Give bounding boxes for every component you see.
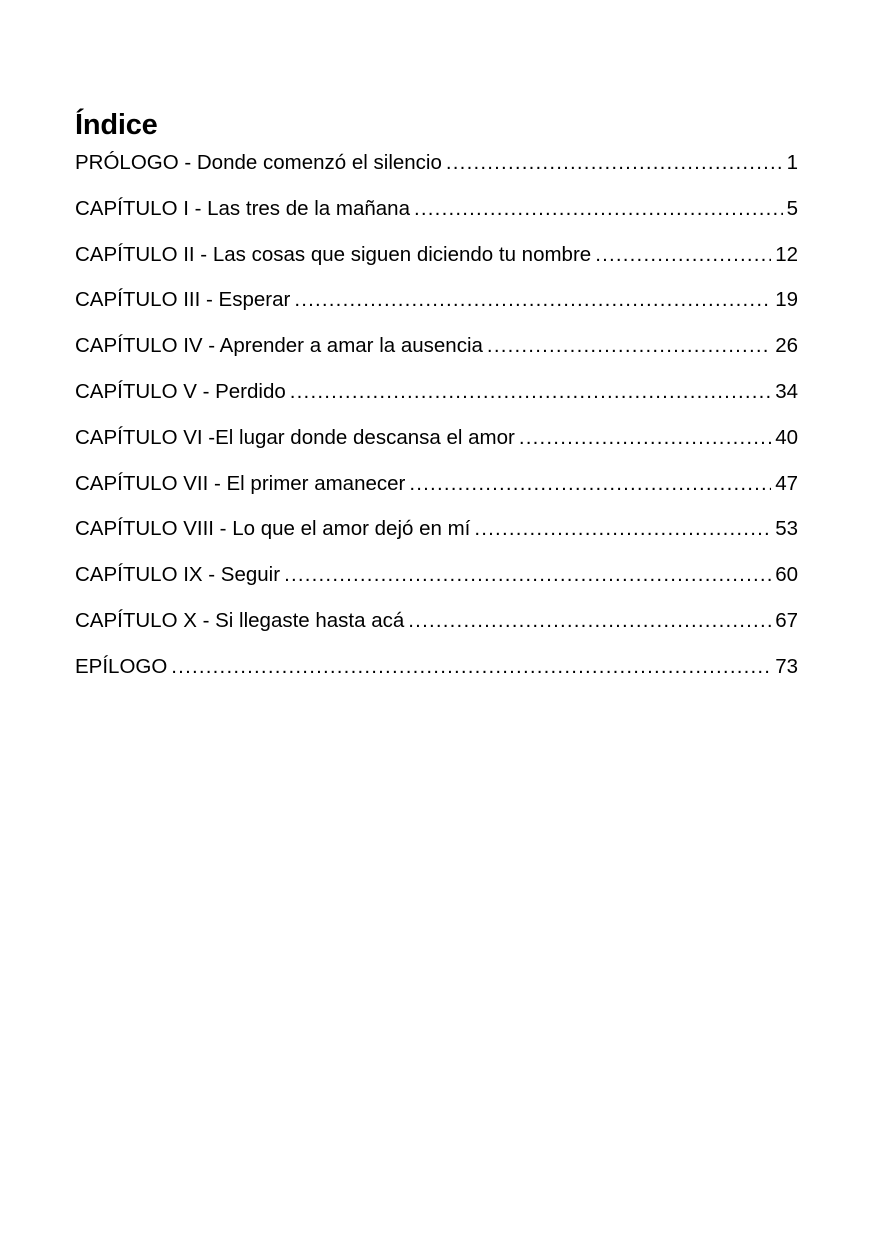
toc-entry-page: 73 [775, 654, 798, 678]
toc-entry-chapter-9 [75, 557, 798, 603]
toc-entry-title: CAPÍTULO VIII - Lo que el amor dejó en mí [75, 517, 471, 541]
toc-entry-page: 67 [775, 608, 798, 632]
toc-entry-chapter-2 [75, 237, 798, 283]
dot-leader [284, 557, 771, 593]
toc-entry-title: CAPÍTULO IV - Aprender a amar la ausencia [75, 334, 483, 358]
toc-list [75, 145, 798, 695]
dot-leader [595, 237, 771, 273]
toc-entry-page: 5 [786, 196, 798, 220]
toc-entry-title: CAPÍTULO II - Las cosas que siguen diciendo tu nombre [75, 242, 592, 266]
toc-heading: Índice [75, 109, 158, 141]
toc-entry-epilogue [75, 649, 798, 695]
toc-entry-page: 26 [775, 334, 798, 358]
toc-entry-page: 47 [775, 471, 798, 495]
toc-entry-title: PRÓLOGO - Donde comenzó el silencio [75, 151, 442, 174]
toc-entry-title: CAPÍTULO IX - Seguir [75, 563, 281, 587]
toc-entry-chapter-6 [75, 420, 798, 466]
toc-entry-chapter-4 [75, 328, 798, 374]
toc-entry-chapter-7 [75, 466, 798, 512]
toc-entry-title: CAPÍTULO III - Esperar [75, 288, 291, 312]
toc-entry-chapter-5 [75, 374, 798, 420]
toc-entry-chapter-10 [75, 603, 798, 649]
dot-leader [294, 282, 771, 318]
dot-leader [171, 649, 771, 685]
toc-entry-title: CAPÍTULO VI -El lugar donde descansa el amor [75, 425, 515, 449]
dot-leader [409, 466, 771, 502]
dot-leader [414, 191, 783, 227]
toc-entry-title: CAPÍTULO V - Perdido [75, 379, 286, 403]
toc-entry-page: 53 [775, 517, 798, 541]
toc-entry-page: 1 [786, 151, 798, 174]
toc-entry-title: EPÍLOGO [75, 654, 168, 678]
toc-entry-page: 12 [775, 242, 798, 266]
toc-entry-prologue [75, 145, 798, 191]
dot-leader [519, 420, 771, 456]
dot-leader [290, 374, 771, 410]
toc-entry-page: 60 [775, 563, 798, 587]
dot-leader [408, 603, 771, 639]
toc-entry-chapter-8 [75, 511, 798, 557]
toc-entry-title: CAPÍTULO VII - El primer amanecer [75, 471, 406, 495]
table-of-contents [75, 105, 798, 695]
toc-entry-page: 34 [775, 379, 798, 403]
toc-entry-page: 40 [775, 425, 798, 449]
dot-leader [487, 328, 771, 364]
toc-entry-chapter-1 [75, 191, 798, 237]
dot-leader [474, 511, 771, 547]
toc-entry-chapter-3 [75, 282, 798, 328]
toc-entry-title: CAPÍTULO I - Las tres de la mañana [75, 196, 410, 220]
toc-entry-title: CAPÍTULO X - Si llegaste hasta acá [75, 608, 405, 632]
toc-entry-page: 19 [775, 288, 798, 312]
dot-leader [446, 145, 783, 181]
